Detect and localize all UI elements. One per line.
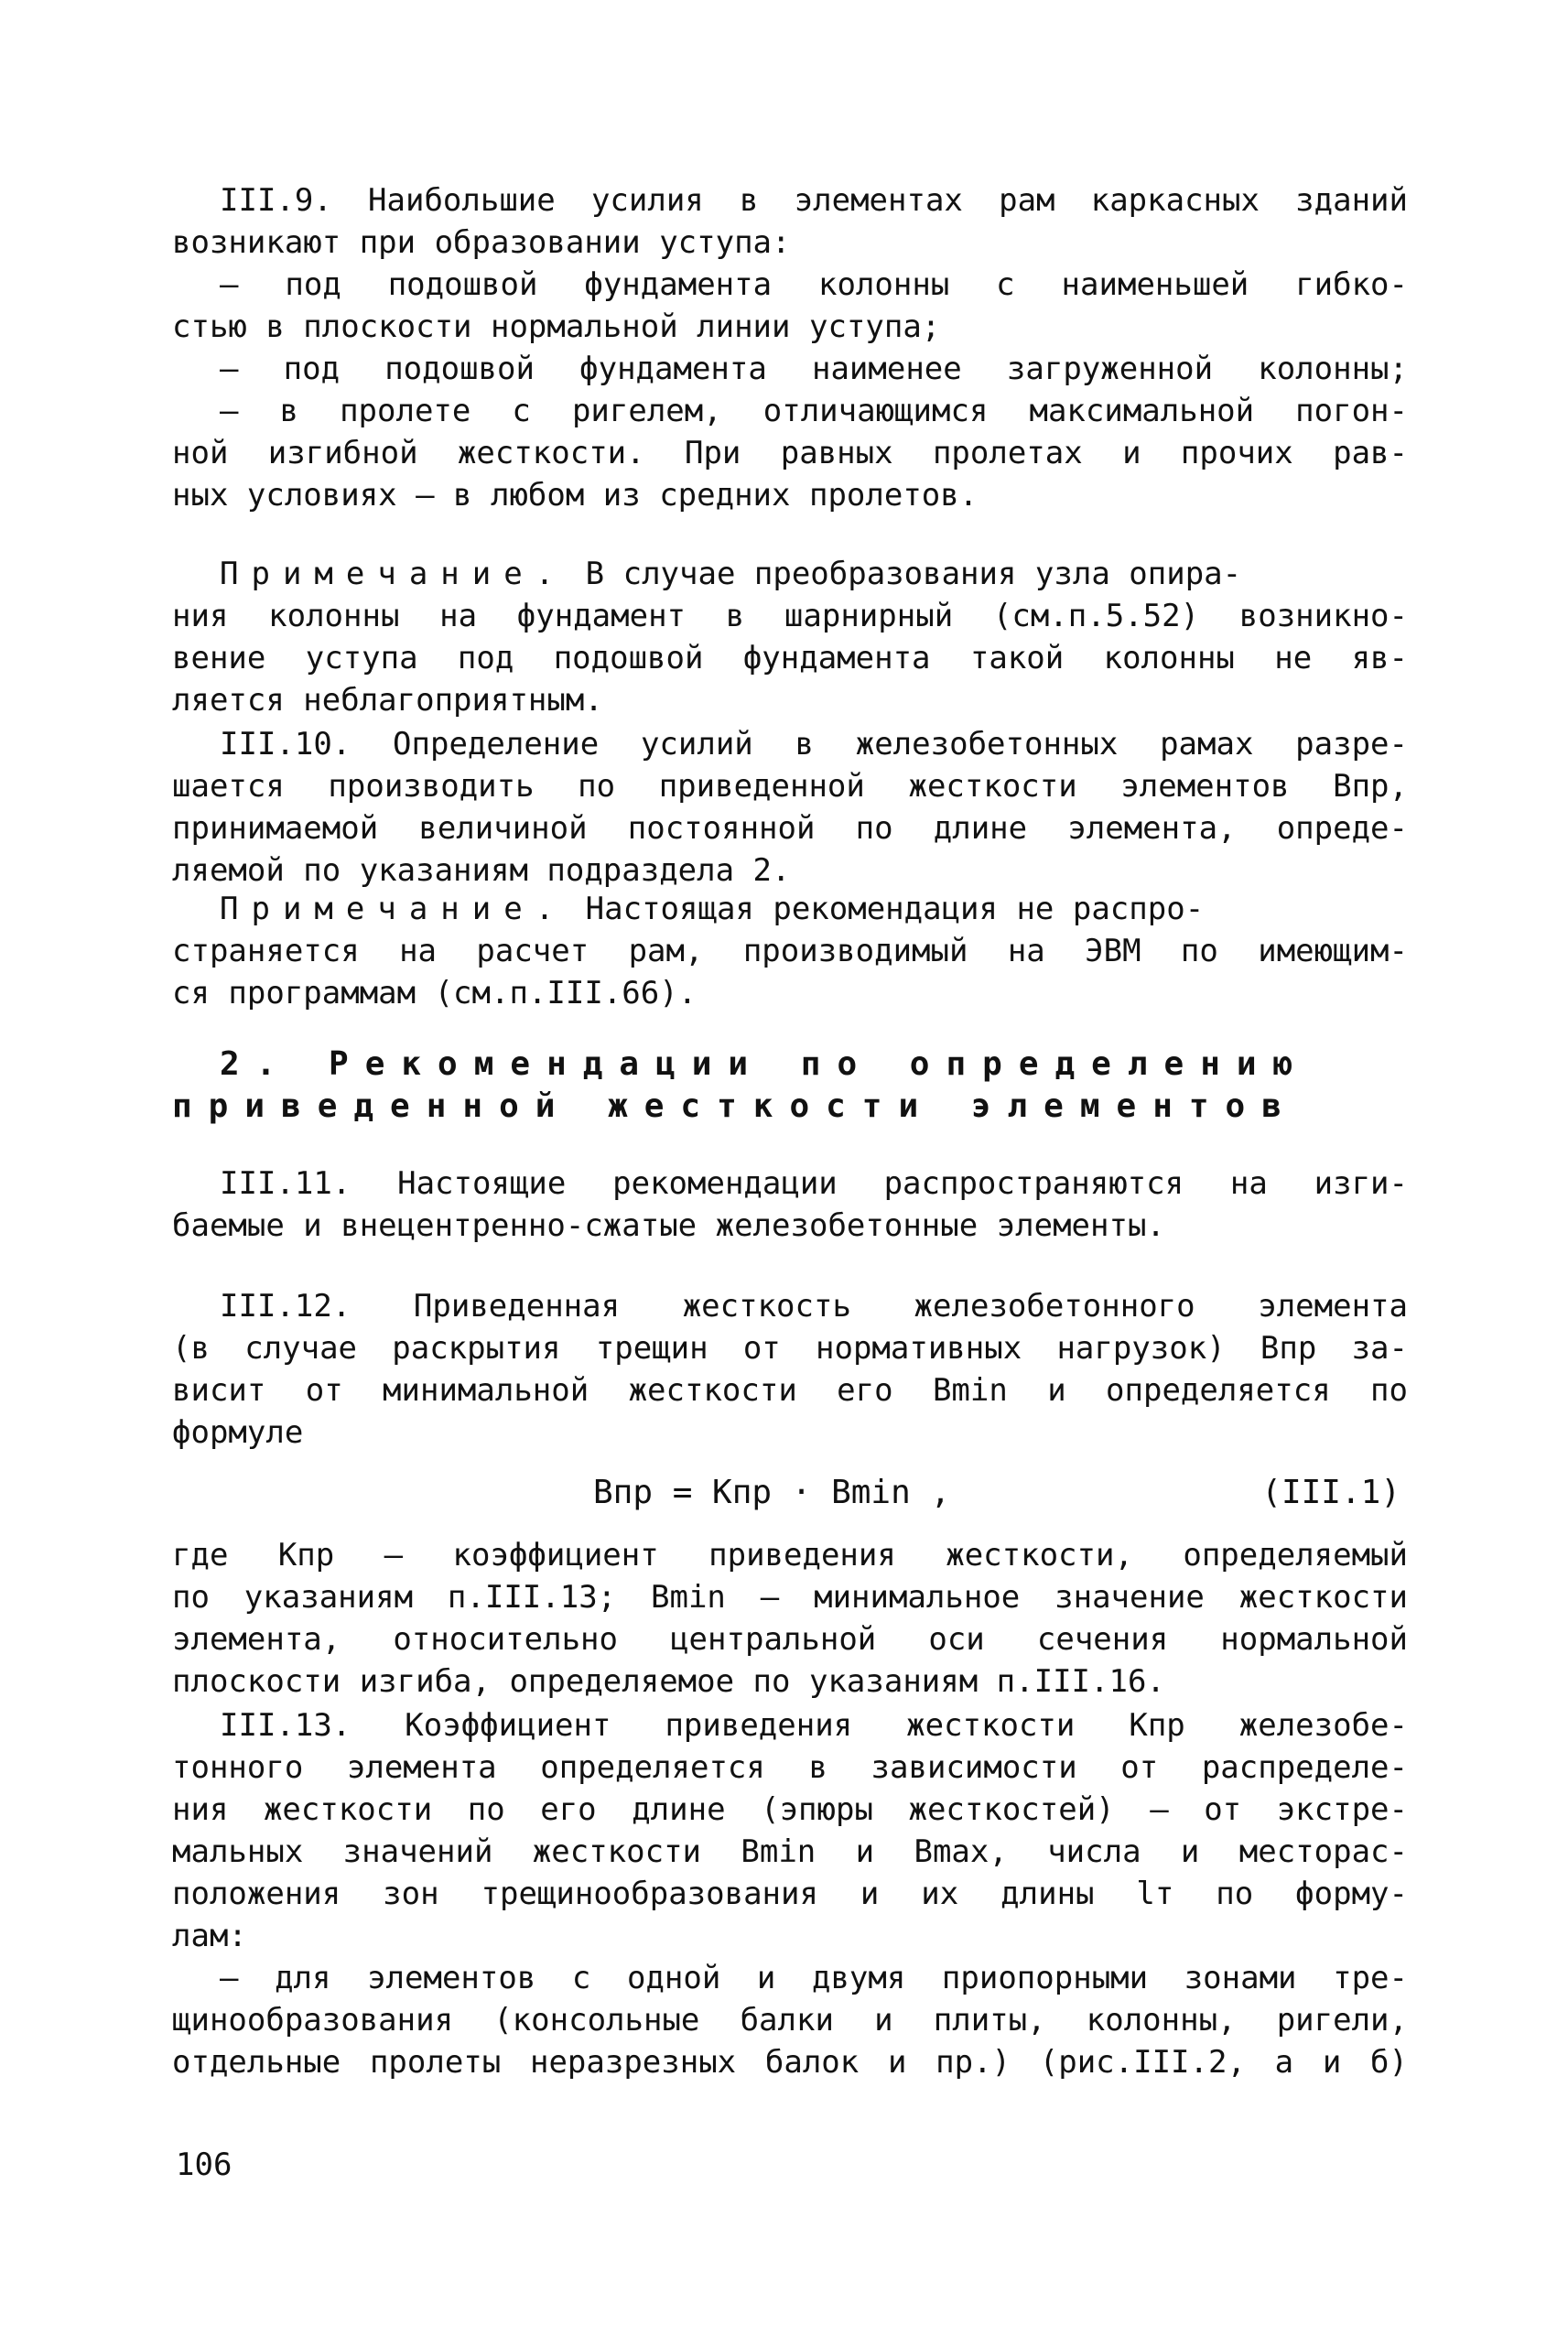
note-2 xyxy=(172,888,1408,1014)
text-line: элемента, относительно центральной оси сечения нормальной xyxy=(172,1621,1408,1658)
heading-line: 2. Рекомендации по определению xyxy=(220,1045,1310,1083)
text-line: возникают при образовании уступа: xyxy=(172,224,791,261)
note-1 xyxy=(172,553,1408,721)
text-line: формуле xyxy=(172,1414,304,1451)
text-line: III.13. Коэффициент приведения жесткости Kпр железобе- xyxy=(220,1707,1408,1744)
text-line: где Kпр – коэффициент приведения жесткости, определяемый xyxy=(172,1537,1408,1573)
text-line: ния жесткости по его длине (эпюры жесткостей) – от экстре- xyxy=(172,1791,1408,1828)
text-line: стью в плоскости нормальной линии уступа; xyxy=(172,308,941,345)
paragraph-iii-12-where xyxy=(172,1534,1408,1703)
note-first-line xyxy=(172,553,1408,595)
text-line: ся программам (см.п.III.66). xyxy=(172,975,697,1011)
note-label: Примечание. xyxy=(220,556,568,592)
equation-number: (III.1) xyxy=(1261,1474,1400,1511)
text-line: III.12. Приведенная жесткость железобетонного элемента xyxy=(220,1288,1408,1325)
text-line: – под подошвой фундамента наименее загруженной колонны; xyxy=(220,351,1408,387)
text-line: тонного элемента определяется в зависимости от распределе- xyxy=(172,1749,1408,1786)
text-line: III.10. Определение усилий в железобетонных рамах разре- xyxy=(220,726,1408,762)
note-first-line xyxy=(172,888,1408,930)
text-line: ляется неблагоприятным. xyxy=(172,682,603,719)
text-line: В случае преобразования узла опира- xyxy=(585,556,1242,592)
text-line: щинообразования (консольные балки и плиты, колонны, ригели, xyxy=(172,2002,1408,2038)
paragraph-iii-12 xyxy=(172,1285,1408,1454)
text-line: Настоящая рекомендация не распро- xyxy=(585,891,1205,927)
note-label: Примечание. xyxy=(220,891,568,927)
page-number: 106 xyxy=(176,2147,232,2183)
text-line: отдельные пролеты неразрезных балок и пр.) (рис.III.2, а и б) xyxy=(172,2044,1408,2081)
text-line: вение уступа под подошвой фундамента такой колонны не яв- xyxy=(172,640,1408,676)
text-line: страняется на расчет рам, производимый на ЭВМ по имеющим- xyxy=(172,933,1408,969)
text-line: положения зон трещинообразования и их длины lт по форму- xyxy=(172,1876,1408,1912)
text-line: – под подошвой фундамента колонны с наименьшей гибко- xyxy=(220,266,1408,303)
paragraph-iii-11 xyxy=(172,1162,1408,1247)
text-line: ных условиях – в любом из средних пролетов. xyxy=(172,477,979,514)
formula-expression: Bпр = Kпр · Bmin , xyxy=(593,1474,951,1511)
paragraph-iii-10 xyxy=(172,723,1408,892)
text-line: шается производить по приведенной жесткости элементов Bпр, xyxy=(172,768,1408,805)
text-line: III.11. Настоящие рекомендации распространяются на изги- xyxy=(220,1165,1408,1202)
section-heading xyxy=(172,1044,1408,1128)
paragraph-iii-9 xyxy=(172,179,1408,516)
paragraph-iii-13 xyxy=(172,1704,1408,2083)
text-line: висит от минимальной жесткости его Bmin и определяется по xyxy=(172,1372,1408,1409)
text-line: по указаниям п.III.13; Bmin – минимальное значение жесткости xyxy=(172,1579,1408,1616)
text-line: ной изгибной жесткости. При равных пролетах и прочих рав- xyxy=(172,435,1408,471)
text-line: III.9. Наибольшие усилия в элементах рам каркасных зданий xyxy=(220,182,1408,219)
text-line: плоскости изгиба, определяемое по указаниям п.III.16. xyxy=(172,1663,1165,1700)
heading-line: приведенной жесткости элементов xyxy=(172,1087,1298,1125)
text-line: – для элементов с одной и двумя приопорными зонами тре- xyxy=(220,1960,1408,1996)
text-line: принимаемой величиной постоянной по длине элемента, опреде- xyxy=(172,810,1408,847)
text-line: баемые и внецентренно-сжатые железобетонные элементы. xyxy=(172,1207,1165,1244)
text-line: ния колонны на фундамент в шарнирный (см.п.5.52) возникно- xyxy=(172,598,1408,634)
formula-iii-1 xyxy=(172,1468,1408,1518)
text-line: – в пролете с ригелем, отличающимся максимальной погон- xyxy=(220,393,1408,429)
text-line: ляемой по указаниям подраздела 2. xyxy=(172,852,791,889)
text-line: лам: xyxy=(172,1918,247,1954)
text-line: (в случае раскрытия трещин от нормативных нагрузок) Bпр за- xyxy=(172,1330,1408,1367)
text-line: мальных значений жесткости Bmin и Bmax, числа и месторас- xyxy=(172,1833,1408,1870)
